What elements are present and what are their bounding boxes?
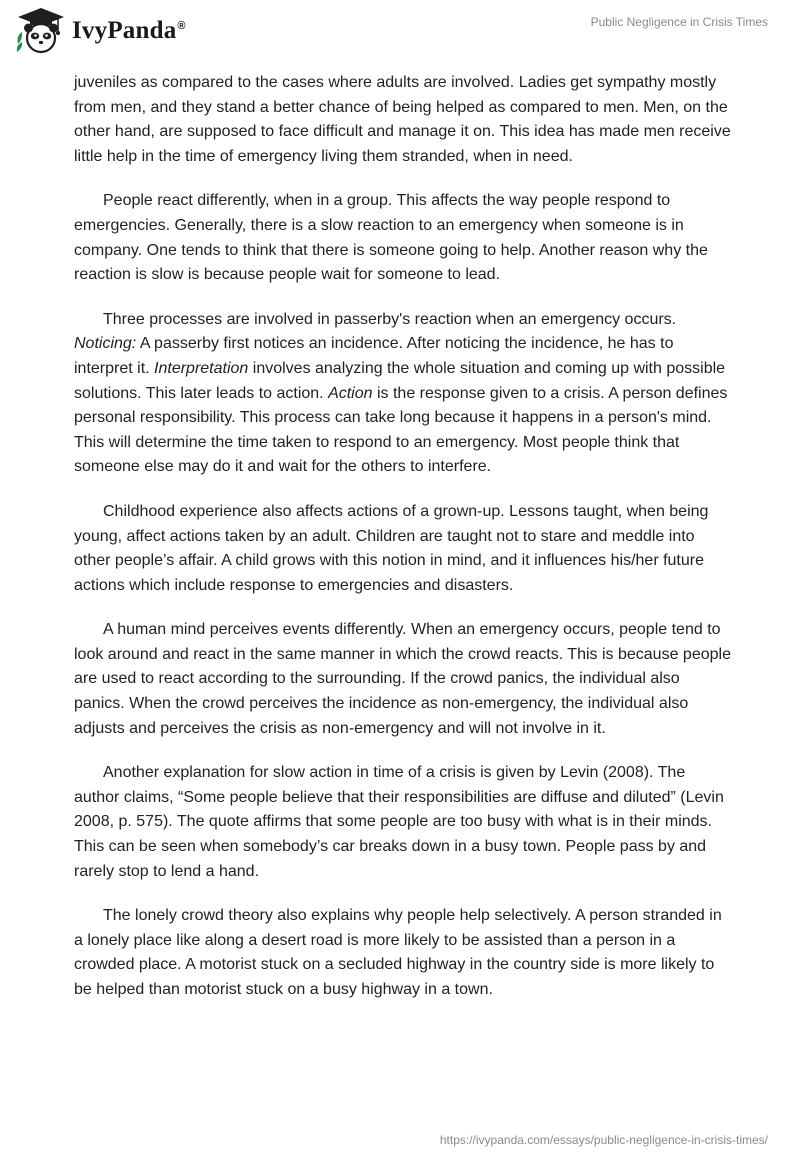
brand-logo[interactable] [14, 6, 186, 56]
paragraph-5: A human mind perceives events differently. When an emergency occurs, people tend to look around and react in the same manner in which the crowd reacts. This is because people are used to react according to the surrounding. If the crowd panics, the individual also panics. When the crowd perceives the incidence as non-emergency, the individual also adjusts and perceives the crisis as non-emergency and will not involve in it. [74, 621, 731, 737]
paragraph-7: The lonely crowd theory also explains why people help selectively. A person stranded in a lonely place like along a desert road is more likely to be assisted than a person in a crowded place. A motorist stuck on a secluded highway in the country side is more likely to be helped than motorist stuck on a busy highway in a town. [74, 907, 722, 998]
paragraph-3 [74, 308, 734, 480]
term-interpretation: Interpretation [154, 359, 249, 377]
paragraph-3-text-2: A passerby first notices an incidence. After noticing the incidence, he has to interpret it. [74, 335, 674, 377]
brand-name: IvyPanda® [72, 17, 186, 44]
paragraph-6: Another explanation for slow action in time of a crisis is given by Levin (2008). The author claims, “Some people believe that their responsibilities are diffuse and diluted” (Levin 2008, p. 575). The quote affirms that some people are too busy with what is in their minds. This can be seen when somebody’s car breaks down in a busy town. People pass by and rarely stop to lend a hand. [74, 764, 724, 880]
term-noticing: Noticing: [74, 335, 137, 353]
essay-body [74, 71, 734, 1023]
document-title: Public Negligence in Crisis Times [590, 15, 768, 29]
paragraph-3-text-1: Three processes are involved in passerby's reaction when an emergency occurs. [103, 310, 677, 328]
panda-graduate-logo-icon [14, 6, 68, 56]
paragraph-4: Childhood experience also affects actions of a grown-up. Lessons taught, when being young, affect actions taken by an adult. Children are taught not to stare and meddle into other people’s affair. A child grows with this notion in mind, and it influences his/her future actions which include response to emergencies and disasters. [74, 502, 709, 594]
paragraph-2: People react differently, when in a group. This affects the way people respond to emergencies. Generally, there is a slow reaction to an emergency when someone is in company. One tends to think that there is someone going to help. Another reason why the reaction is slow is because people wait for someone to lead. [74, 192, 708, 284]
paragraph-3-text-4: is the response given to a crisis. A person defines personal responsibility. This process can take long because it happens in a person's mind. This will determine the time taken to respond to an emergency. Most people think that someone else may do it and wait for the others to interfere. [74, 384, 728, 476]
term-action: Action [328, 384, 373, 402]
paragraph-3-text-3: involves analyzing the whole situation and coming up with possible solutions. This later leads to action. [74, 359, 726, 402]
brand-registered-mark: ® [177, 19, 186, 32]
source-url[interactable]: https://ivypanda.com/essays/public-negligence-in-crisis-times/ [439, 1133, 768, 1147]
page-header [0, 0, 800, 70]
paragraph-1: juveniles as compared to the cases where adults are involved. Ladies get sympathy mostly from men, and they stand a better chance of being helped as compared to men. Men, on the other hand, are supposed to face difficult and manage it on. This idea has made men receive little help in the time of emergency living them stranded, when in need. [74, 74, 731, 165]
